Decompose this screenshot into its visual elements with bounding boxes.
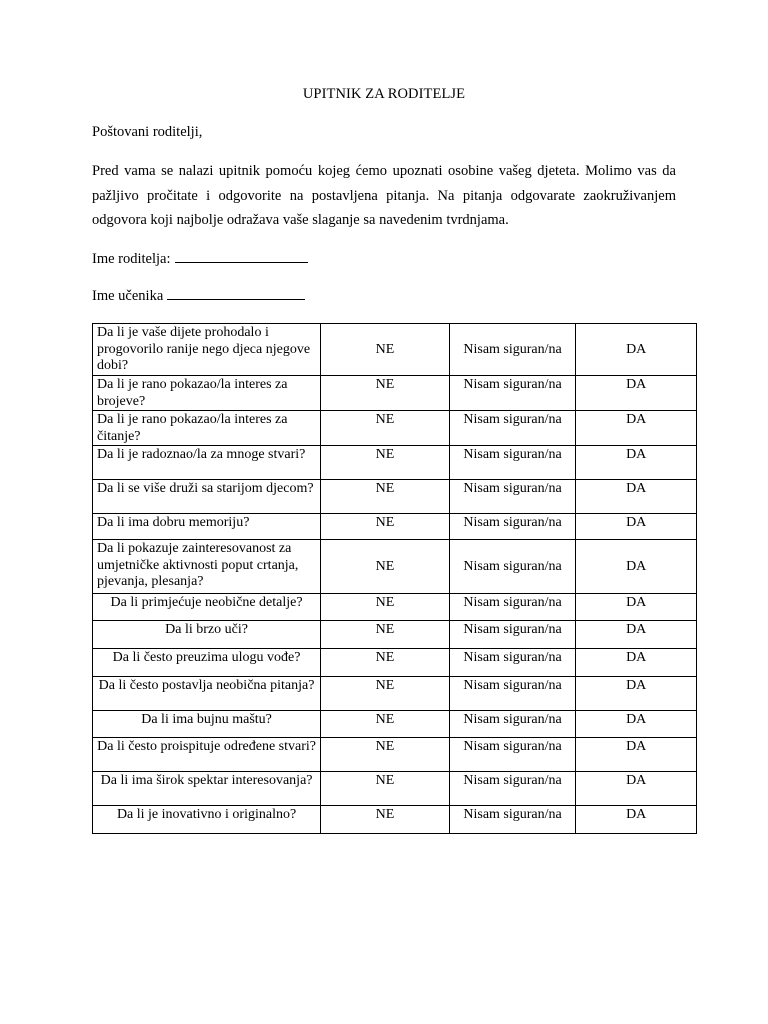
parent-name-field — [92, 249, 308, 268]
answer-unsure[interactable]: Nisam siguran/na — [449, 480, 576, 514]
answer-yes[interactable]: DA — [576, 540, 697, 594]
question-cell: Da li ima širok spektar interesovanja? — [93, 772, 321, 806]
intro-paragraph: Pred vama se nalazi upitnik pomoću kojeg ćemo upoznati osobine vašeg djeteta. Molimo vas da pažljivo pročitate i odgovorite na postavljena pitanja. Na pitanja odgovarate zaokruživanjem odgovora koji najbolje odražava vaše slaganje sa navedenim tvrdnjama. — [92, 163, 676, 228]
answer-yes[interactable]: DA — [576, 738, 697, 772]
question-cell: Da li se više druži sa starijom djecom? — [93, 480, 321, 514]
answer-yes[interactable]: DA — [576, 677, 697, 711]
table-row — [93, 540, 697, 594]
question-cell: Da li pokazuje zainteresovanost za umjetničke aktivnosti poput crtanja, pjevanja, plesanja? — [93, 540, 321, 594]
answer-unsure[interactable]: Nisam siguran/na — [449, 446, 576, 480]
answer-no[interactable]: NE — [321, 376, 450, 411]
answer-yes[interactable]: DA — [576, 376, 697, 411]
answer-unsure[interactable]: Nisam siguran/na — [449, 772, 576, 806]
table-row — [93, 446, 697, 480]
question-cell: Da li je radoznao/la za mnoge stvari? — [93, 446, 321, 480]
answer-no[interactable]: NE — [321, 480, 450, 514]
answer-yes[interactable]: DA — [576, 480, 697, 514]
answer-no[interactable]: NE — [321, 806, 450, 834]
table-row — [93, 411, 697, 446]
table-row — [93, 324, 697, 376]
student-name-field — [92, 286, 305, 305]
answer-no[interactable]: NE — [321, 446, 450, 480]
answer-unsure[interactable]: Nisam siguran/na — [449, 594, 576, 621]
answer-yes[interactable]: DA — [576, 621, 697, 649]
parent-name-label: Ime roditelja: — [92, 251, 171, 267]
answer-no[interactable]: NE — [321, 677, 450, 711]
answer-yes[interactable]: DA — [576, 594, 697, 621]
answer-unsure[interactable]: Nisam siguran/na — [449, 711, 576, 738]
answer-yes[interactable]: DA — [576, 772, 697, 806]
answer-unsure[interactable]: Nisam siguran/na — [449, 649, 576, 677]
question-cell: Da li brzo uči? — [93, 621, 321, 649]
answer-unsure[interactable]: Nisam siguran/na — [449, 540, 576, 594]
question-cell: Da li ima dobru memoriju? — [93, 514, 321, 540]
table-row — [93, 594, 697, 621]
answer-no[interactable]: NE — [321, 772, 450, 806]
answer-unsure[interactable]: Nisam siguran/na — [449, 806, 576, 834]
question-cell: Da li je inovativno i originalno? — [93, 806, 321, 834]
table-row — [93, 772, 697, 806]
answer-unsure[interactable]: Nisam siguran/na — [449, 411, 576, 446]
salutation: Poštovani roditelji, — [92, 124, 203, 140]
answer-no[interactable]: NE — [321, 540, 450, 594]
answer-yes[interactable]: DA — [576, 649, 697, 677]
table-row — [93, 376, 697, 411]
table-row — [93, 806, 697, 834]
questionnaire-table — [92, 323, 697, 834]
answer-unsure[interactable]: Nisam siguran/na — [449, 677, 576, 711]
answer-no[interactable]: NE — [321, 411, 450, 446]
answer-no[interactable]: NE — [321, 711, 450, 738]
answer-yes[interactable]: DA — [576, 411, 697, 446]
answer-unsure[interactable]: Nisam siguran/na — [449, 324, 576, 376]
student-name-label: Ime učenika — [92, 288, 164, 304]
question-cell: Da li često postavlja neobična pitanja? — [93, 677, 321, 711]
answer-no[interactable]: NE — [321, 324, 450, 376]
answer-unsure[interactable]: Nisam siguran/na — [449, 738, 576, 772]
question-cell: Da li primjećuje neobične detalje? — [93, 594, 321, 621]
question-cell: Da li je vaše dijete prohodalo i progovorilo ranije nego djeca njegove dobi? — [93, 324, 321, 376]
table-row — [93, 480, 697, 514]
answer-no[interactable]: NE — [321, 738, 450, 772]
student-name-blank[interactable] — [167, 286, 305, 300]
question-cell: Da li je rano pokazao/la interes za brojeve? — [93, 376, 321, 411]
document-title: UPITNIK ZA RODITELJE — [302, 86, 466, 102]
answer-no[interactable]: NE — [321, 594, 450, 621]
answer-yes[interactable]: DA — [576, 446, 697, 480]
question-cell: Da li ima bujnu maštu? — [93, 711, 321, 738]
question-cell: Da li je rano pokazao/la interes za čitanje? — [93, 411, 321, 446]
answer-unsure[interactable]: Nisam siguran/na — [449, 514, 576, 540]
answer-unsure[interactable]: Nisam siguran/na — [449, 621, 576, 649]
table-row — [93, 711, 697, 738]
table-row — [93, 738, 697, 772]
answer-yes[interactable]: DA — [576, 806, 697, 834]
table-row — [93, 649, 697, 677]
answer-yes[interactable]: DA — [576, 324, 697, 376]
answer-no[interactable]: NE — [321, 649, 450, 677]
parent-name-blank[interactable] — [175, 249, 308, 263]
question-cell: Da li često proispituje određene stvari? — [93, 738, 321, 772]
table-row — [93, 514, 697, 540]
answer-unsure[interactable]: Nisam siguran/na — [449, 376, 576, 411]
table-row — [93, 621, 697, 649]
answer-yes[interactable]: DA — [576, 711, 697, 738]
answer-no[interactable]: NE — [321, 621, 450, 649]
question-cell: Da li često preuzima ulogu vođe? — [93, 649, 321, 677]
answer-yes[interactable]: DA — [576, 514, 697, 540]
table-row — [93, 677, 697, 711]
answer-no[interactable]: NE — [321, 514, 450, 540]
